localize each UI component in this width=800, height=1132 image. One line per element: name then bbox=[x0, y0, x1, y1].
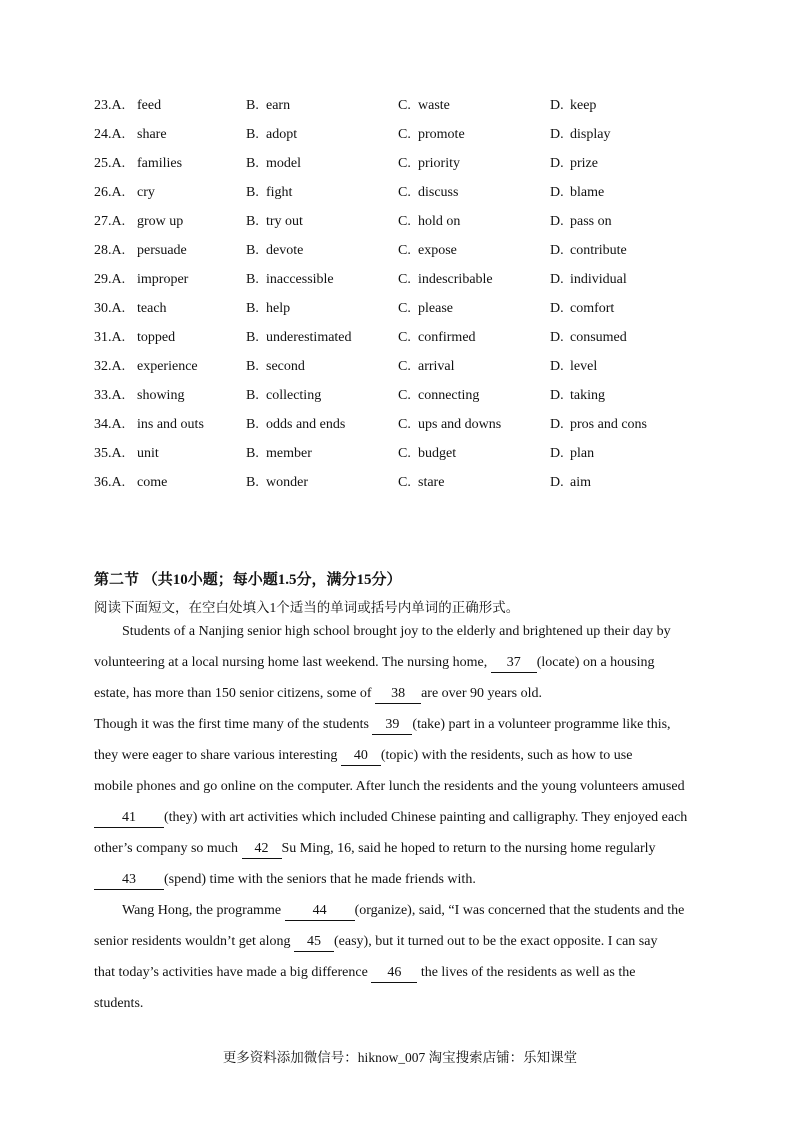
option-b bbox=[246, 241, 303, 261]
option-letter: D. bbox=[550, 301, 564, 316]
option-b bbox=[246, 444, 312, 464]
section-instruction: 阅读下面短文，在空白处填入1个适当的单词或括号内单词的正确形式。 bbox=[94, 600, 520, 615]
option-letter: D. bbox=[550, 272, 564, 287]
option-letter: C. bbox=[398, 330, 411, 345]
option-b bbox=[246, 270, 334, 290]
passage-text: Wang Hong, the programme bbox=[122, 903, 285, 918]
option-letter: B. bbox=[246, 156, 259, 171]
question-num: 26. bbox=[94, 185, 112, 200]
option-text: model bbox=[266, 156, 301, 171]
passage-line bbox=[94, 744, 702, 775]
option-d bbox=[550, 183, 604, 203]
option-text: ins and outs bbox=[137, 417, 204, 432]
option-letter: A. bbox=[111, 156, 126, 171]
option-c bbox=[398, 125, 465, 145]
option-d bbox=[550, 357, 597, 377]
question-number bbox=[94, 212, 137, 232]
question-row bbox=[94, 241, 734, 270]
passage-line bbox=[94, 868, 702, 899]
option-c bbox=[398, 241, 457, 261]
option-letter: C. bbox=[398, 388, 411, 403]
option-d bbox=[550, 241, 627, 261]
passage-line bbox=[94, 899, 702, 930]
option-text: individual bbox=[570, 272, 627, 287]
option-letter: B. bbox=[246, 98, 259, 113]
question-row bbox=[94, 183, 734, 212]
passage-text: estate, has more than 150 senior citizens, some of bbox=[94, 686, 376, 701]
option-text: contribute bbox=[570, 243, 627, 258]
question-num: 33. bbox=[94, 388, 112, 403]
question-row bbox=[94, 444, 734, 473]
option-text: odds and ends bbox=[266, 417, 346, 432]
option-a bbox=[94, 241, 187, 261]
option-d bbox=[550, 473, 591, 493]
option-letter: D. bbox=[550, 475, 564, 490]
passage-line bbox=[94, 682, 702, 713]
option-letter: D. bbox=[550, 417, 564, 432]
question-row bbox=[94, 386, 734, 415]
question-number bbox=[94, 299, 137, 319]
option-text: comfort bbox=[570, 301, 615, 316]
question-num: 28. bbox=[94, 243, 112, 258]
passage-line bbox=[94, 713, 702, 744]
option-text: fight bbox=[266, 185, 293, 200]
option-text: connecting bbox=[418, 388, 480, 403]
option-b bbox=[246, 299, 290, 319]
option-a bbox=[94, 212, 183, 232]
option-letter: B. bbox=[246, 127, 259, 142]
blank-39: 39 bbox=[372, 716, 412, 735]
option-letter: C. bbox=[398, 185, 411, 200]
option-text: second bbox=[266, 359, 305, 374]
option-text: share bbox=[137, 127, 167, 142]
option-b bbox=[246, 328, 352, 348]
option-b bbox=[246, 415, 345, 435]
option-letter: A. bbox=[111, 475, 126, 490]
option-a bbox=[94, 270, 188, 290]
option-text: member bbox=[266, 446, 312, 461]
option-text: topped bbox=[137, 330, 176, 345]
option-text: ups and downs bbox=[418, 417, 502, 432]
passage-text: they were eager to share various interesting bbox=[94, 748, 341, 763]
option-c bbox=[398, 357, 455, 377]
passage-text: (locate) on a housing bbox=[536, 655, 655, 670]
option-letter: D. bbox=[550, 127, 564, 142]
question-number bbox=[94, 241, 137, 261]
passage-text: other’s company so much bbox=[94, 841, 242, 856]
option-text: showing bbox=[137, 388, 185, 403]
option-b bbox=[246, 357, 305, 377]
option-letter: B. bbox=[246, 214, 259, 229]
option-text: hold on bbox=[418, 214, 461, 229]
option-text: blame bbox=[570, 185, 605, 200]
blank-43: 43 bbox=[94, 871, 164, 890]
question-num: 25. bbox=[94, 156, 112, 171]
passage-text: (spend) time with the seniors that he made friends with. bbox=[164, 872, 476, 887]
question-number bbox=[94, 357, 137, 377]
blank-40: 40 bbox=[341, 747, 381, 766]
option-letter: A. bbox=[111, 446, 126, 461]
option-letter: A. bbox=[111, 214, 126, 229]
option-text: plan bbox=[570, 446, 595, 461]
option-letter: D. bbox=[550, 330, 564, 345]
option-d bbox=[550, 270, 627, 290]
option-text: devote bbox=[266, 243, 304, 258]
option-text: come bbox=[137, 475, 168, 490]
option-letter: A. bbox=[111, 388, 126, 403]
section-title: 第二节 （共10小题；每小题1.5分，满分15分） bbox=[94, 572, 402, 588]
option-letter: A. bbox=[111, 301, 126, 316]
passage-text: Though it was the first time many of the students bbox=[94, 717, 373, 732]
option-text: consumed bbox=[570, 330, 627, 345]
blank-45: 45 bbox=[294, 933, 334, 952]
option-text: try out bbox=[266, 214, 303, 229]
question-row bbox=[94, 357, 734, 386]
option-text: feed bbox=[137, 98, 162, 113]
option-letter: D. bbox=[550, 359, 564, 374]
blank-44: 44 bbox=[285, 902, 355, 921]
passage-text: (easy), but it turned out to be the exact opposite. I can say bbox=[334, 934, 658, 949]
option-letter: A. bbox=[111, 243, 126, 258]
option-letter: C. bbox=[398, 272, 411, 287]
option-d bbox=[550, 444, 594, 464]
question-row bbox=[94, 96, 734, 125]
passage-text: Su Ming, 16, said he hoped to return to the nursing home regularly bbox=[281, 841, 656, 856]
option-c bbox=[398, 96, 450, 116]
option-b bbox=[246, 386, 321, 406]
option-letter: B. bbox=[246, 475, 259, 490]
option-letter: A. bbox=[111, 330, 126, 345]
question-number bbox=[94, 183, 137, 203]
option-text: inaccessible bbox=[266, 272, 334, 287]
option-letter: C. bbox=[398, 359, 411, 374]
passage-text: (topic) with the residents, such as how to use bbox=[380, 748, 633, 763]
option-letter: B. bbox=[246, 243, 259, 258]
blank-37: 37 bbox=[491, 654, 537, 673]
question-num: 32. bbox=[94, 359, 112, 374]
option-c bbox=[398, 299, 453, 319]
option-b bbox=[246, 212, 303, 232]
question-number bbox=[94, 96, 137, 116]
option-d bbox=[550, 125, 610, 145]
question-number bbox=[94, 270, 137, 290]
option-text: display bbox=[570, 127, 611, 142]
option-b bbox=[246, 96, 290, 116]
option-d bbox=[550, 386, 605, 406]
question-num: 27. bbox=[94, 214, 112, 229]
option-text: grow up bbox=[137, 214, 184, 229]
passage-line bbox=[94, 992, 702, 1023]
passage-text: that today’s activities have made a big difference bbox=[94, 965, 372, 980]
option-text: priority bbox=[418, 156, 460, 171]
option-text: confirmed bbox=[418, 330, 476, 345]
option-letter: B. bbox=[246, 185, 259, 200]
option-a bbox=[94, 415, 204, 435]
passage-text: (take) part in a volunteer programme like this, bbox=[412, 717, 671, 732]
passage-line bbox=[94, 775, 702, 806]
option-letter: D. bbox=[550, 156, 564, 171]
question-num: 29. bbox=[94, 272, 112, 287]
option-letter: B. bbox=[246, 301, 259, 316]
option-a bbox=[94, 154, 182, 174]
question-number bbox=[94, 473, 137, 493]
blank-46: 46 bbox=[371, 964, 417, 983]
option-text: please bbox=[418, 301, 453, 316]
option-letter: A. bbox=[111, 417, 126, 432]
option-a bbox=[94, 444, 159, 464]
option-text: pros and cons bbox=[570, 417, 647, 432]
option-letter: C. bbox=[398, 417, 411, 432]
option-a bbox=[94, 473, 167, 493]
option-text: unit bbox=[137, 446, 159, 461]
option-c bbox=[398, 415, 501, 435]
option-text: waste bbox=[418, 98, 450, 113]
question-num: 24. bbox=[94, 127, 112, 142]
option-d bbox=[550, 299, 614, 319]
question-row bbox=[94, 328, 734, 357]
passage-text: (they) with art activities which included Chinese painting and calligraphy. They enjoyed each bbox=[164, 810, 688, 825]
option-letter: D. bbox=[550, 388, 564, 403]
option-a bbox=[94, 125, 167, 145]
option-letter: D. bbox=[550, 185, 564, 200]
option-text: prize bbox=[570, 156, 598, 171]
option-letter: D. bbox=[550, 243, 564, 258]
passage bbox=[94, 620, 702, 1023]
page-footer: 更多资料添加微信号：hiknow_007 淘宝搜索店铺：乐知课堂 bbox=[222, 1050, 578, 1065]
option-letter: A. bbox=[111, 127, 126, 142]
question-number bbox=[94, 125, 137, 145]
option-a bbox=[94, 328, 175, 348]
question-num: 31. bbox=[94, 330, 112, 345]
passage-text: the lives of the residents as well as the bbox=[417, 965, 636, 980]
question-num: 30. bbox=[94, 301, 112, 316]
option-text: expose bbox=[418, 243, 457, 258]
question-num: 36. bbox=[94, 475, 112, 490]
option-letter: C. bbox=[398, 243, 411, 258]
option-c bbox=[398, 212, 460, 232]
option-text: budget bbox=[418, 446, 457, 461]
option-text: cry bbox=[137, 185, 155, 200]
option-text: adopt bbox=[266, 127, 298, 142]
option-text: discuss bbox=[418, 185, 459, 200]
option-text: teach bbox=[137, 301, 167, 316]
option-b bbox=[246, 125, 297, 145]
passage-text: (organize), said, “I was concerned that the students and the bbox=[354, 903, 685, 918]
passage-line bbox=[94, 651, 702, 682]
option-a bbox=[94, 357, 198, 377]
option-text: wonder bbox=[266, 475, 308, 490]
question-number bbox=[94, 328, 137, 348]
question-number bbox=[94, 386, 137, 406]
passage-line bbox=[94, 837, 702, 868]
question-row bbox=[94, 212, 734, 241]
option-letter: B. bbox=[246, 388, 259, 403]
passage-line bbox=[94, 806, 702, 837]
option-letter: C. bbox=[398, 446, 411, 461]
option-text: arrival bbox=[418, 359, 455, 374]
passage-text: Students of a Nanjing senior high school brought joy to the elderly and brightened up their day by bbox=[122, 624, 671, 639]
option-text: aim bbox=[570, 475, 591, 490]
option-letter: B. bbox=[246, 330, 259, 345]
option-letter: B. bbox=[246, 359, 259, 374]
option-c bbox=[398, 386, 479, 406]
option-letter: A. bbox=[111, 185, 126, 200]
option-letter: C. bbox=[398, 301, 411, 316]
question-number bbox=[94, 415, 137, 435]
option-letter: C. bbox=[398, 127, 411, 142]
question-row bbox=[94, 473, 734, 502]
option-letter: B. bbox=[246, 417, 259, 432]
option-letter: C. bbox=[398, 214, 411, 229]
option-a bbox=[94, 96, 161, 116]
option-c bbox=[398, 473, 444, 493]
question-row bbox=[94, 154, 734, 183]
question-row bbox=[94, 125, 734, 154]
option-b bbox=[246, 183, 292, 203]
passage-text: students. bbox=[94, 996, 144, 1011]
option-d bbox=[550, 415, 647, 435]
option-c bbox=[398, 154, 460, 174]
question-num: 35. bbox=[94, 446, 112, 461]
option-letter: D. bbox=[550, 214, 564, 229]
question-num: 34. bbox=[94, 417, 112, 432]
option-letter: A. bbox=[111, 359, 126, 374]
question-number bbox=[94, 444, 137, 464]
option-letter: B. bbox=[246, 446, 259, 461]
question-row bbox=[94, 270, 734, 299]
option-a bbox=[94, 386, 184, 406]
option-a bbox=[94, 183, 155, 203]
option-b bbox=[246, 473, 308, 493]
option-letter: D. bbox=[550, 98, 564, 113]
option-text: taking bbox=[570, 388, 605, 403]
option-letter: C. bbox=[398, 98, 411, 113]
option-text: promote bbox=[418, 127, 465, 142]
options-table bbox=[94, 96, 734, 502]
option-text: underestimated bbox=[266, 330, 352, 345]
passage-text: senior residents wouldn’t get along bbox=[94, 934, 294, 949]
option-c bbox=[398, 183, 458, 203]
option-d bbox=[550, 328, 627, 348]
passage-line bbox=[94, 961, 702, 992]
option-letter: B. bbox=[246, 272, 259, 287]
question-row bbox=[94, 415, 734, 444]
option-c bbox=[398, 270, 493, 290]
passage-line bbox=[94, 620, 702, 651]
option-letter: A. bbox=[111, 272, 126, 287]
option-text: improper bbox=[137, 272, 189, 287]
question-num: 23. bbox=[94, 98, 112, 113]
option-text: earn bbox=[266, 98, 291, 113]
blank-42: 42 bbox=[242, 840, 282, 859]
blank-41: 41 bbox=[94, 809, 164, 828]
option-letter: C. bbox=[398, 156, 411, 171]
question-number bbox=[94, 154, 137, 174]
option-text: persuade bbox=[137, 243, 187, 258]
option-c bbox=[398, 444, 456, 464]
option-letter: A. bbox=[111, 98, 126, 113]
option-text: indescribable bbox=[418, 272, 493, 287]
blank-38: 38 bbox=[375, 685, 421, 704]
option-d bbox=[550, 154, 598, 174]
option-text: collecting bbox=[266, 388, 322, 403]
option-d bbox=[550, 212, 612, 232]
option-b bbox=[246, 154, 301, 174]
option-text: keep bbox=[570, 98, 597, 113]
option-text: pass on bbox=[570, 214, 612, 229]
option-text: families bbox=[137, 156, 183, 171]
option-text: stare bbox=[418, 475, 445, 490]
option-text: help bbox=[266, 301, 291, 316]
option-text: experience bbox=[137, 359, 198, 374]
option-letter: D. bbox=[550, 446, 564, 461]
passage-text: mobile phones and go online on the computer. After lunch the residents and the young volunteers amused bbox=[94, 779, 685, 794]
option-d bbox=[550, 96, 596, 116]
option-text: level bbox=[570, 359, 598, 374]
passage-line bbox=[94, 930, 702, 961]
option-letter: C. bbox=[398, 475, 411, 490]
option-a bbox=[94, 299, 167, 319]
option-c bbox=[398, 328, 476, 348]
passage-text: are over 90 years old. bbox=[421, 686, 542, 701]
passage-text: volunteering at a local nursing home last weekend. The nursing home, bbox=[94, 655, 491, 670]
question-row bbox=[94, 299, 734, 328]
